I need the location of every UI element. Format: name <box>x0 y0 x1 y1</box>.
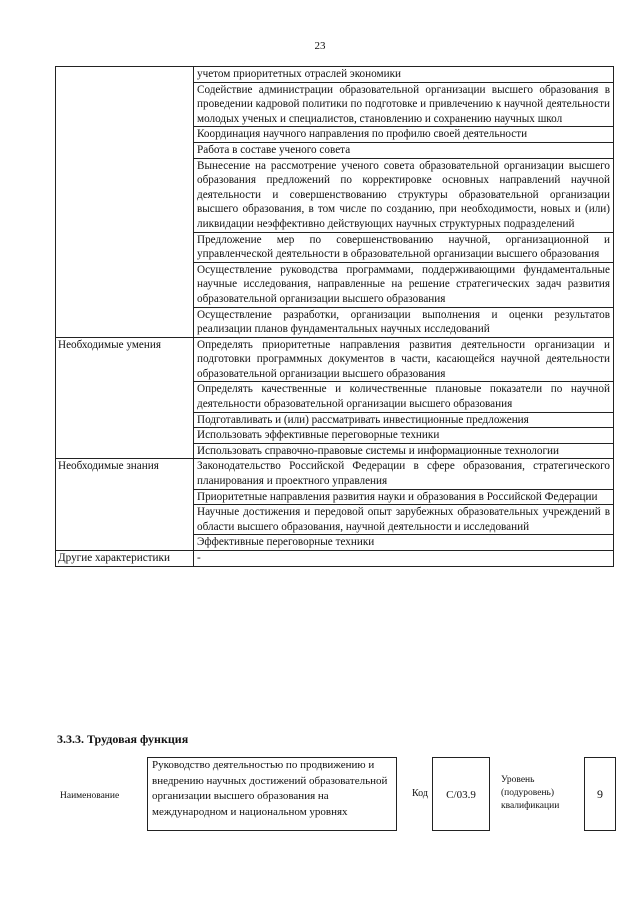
table-cell: Осуществление руководства программами, поддерживающими фундаментальные научные исследования, направленные на решение стратегических задач развития образовательной организации высшего образования <box>194 262 614 307</box>
table-cell: Предложение мер по совершенствованию научной, организационной и управленческой деятельности в образовательной организации высшего образования <box>194 232 614 262</box>
table-cell: Координация научного направления по профилю своей деятельности <box>194 127 614 143</box>
table-cell: Эффективные переговорные техники <box>194 535 614 551</box>
row-label-actions <box>56 67 194 338</box>
page-number: 23 <box>314 40 326 52</box>
table-cell: Законодательство Российской Федерации в сфере образования, стратегического планирования и проектного управления <box>194 459 614 489</box>
table-row <box>56 67 614 83</box>
table-cell: учетом приоритетных отраслей экономики <box>194 67 614 83</box>
table-cell: Осуществление разработки, организации выполнения и оценки результатов реализации планов фундаментальных научных исследований <box>194 307 614 337</box>
table-cell: Работа в составе ученого совета <box>194 142 614 158</box>
row-label-skills: Необходимые умения <box>56 337 194 459</box>
code-label: Код <box>412 788 428 799</box>
table-cell: Использовать справочно-правовые системы и информационные технологии <box>194 443 614 459</box>
function-code-box: C/03.9 <box>432 757 490 831</box>
table-cell: Определять приоритетные направления развития деятельности организации и подготовки программных документов в части, касающейся научной деятельности образовательной организации высшего образования <box>194 337 614 382</box>
table-cell: Вынесение на рассмотрение ученого совета образовательной организации высшего образования предложений по корректировке основных направлений научной деятельности и совершенствованию структуры образовательной организации высшего образования, в том числе по созданию, при необходимости, новых и (или) ликвидации неэффективно действующих научных структурных подразделений <box>194 158 614 232</box>
table-cell: - <box>194 551 614 567</box>
row-label-other: Другие характеристики <box>56 551 194 567</box>
table-cell: Научные достижения и передовой опыт зарубежных образовательных учреждений в области высшего образования, научной деятельности и исследований <box>194 505 614 535</box>
table-cell: Подготавливать и (или) рассматривать инвестиционные предложения <box>194 412 614 428</box>
table-cell: Определять качественные и количественные плановые показатели по научной деятельности образовательной организации высшего образования <box>194 382 614 412</box>
table-cell: Приоритетные направления развития науки и образования в Российской Федерации <box>194 489 614 505</box>
row-label-knowledge: Необходимые знания <box>56 459 194 551</box>
function-name-box: Руководство деятельностью по продвижению и внедрению научных достижений образовательной организации высшего образования на международном и национальном уровнях <box>147 757 397 831</box>
labor-function-table <box>55 66 614 567</box>
table-row <box>56 459 614 489</box>
table-cell: Использовать эффективные переговорные техники <box>194 428 614 444</box>
table-cell: Содействие администрации образовательной организации высшего образования в проведении кадровой политики по подготовке и привлечению к научной деятельности молодых ученых и специалистов, становлению и сохранению научных школ <box>194 82 614 127</box>
table-row <box>56 337 614 382</box>
level-label: Уровень (подуровень) квалификации <box>501 775 560 811</box>
qualification-level-box: 9 <box>584 757 616 831</box>
table-row <box>56 551 614 567</box>
name-label: Наименование <box>60 791 120 801</box>
section-title: 3.3.3. Трудовая функция <box>57 732 189 746</box>
